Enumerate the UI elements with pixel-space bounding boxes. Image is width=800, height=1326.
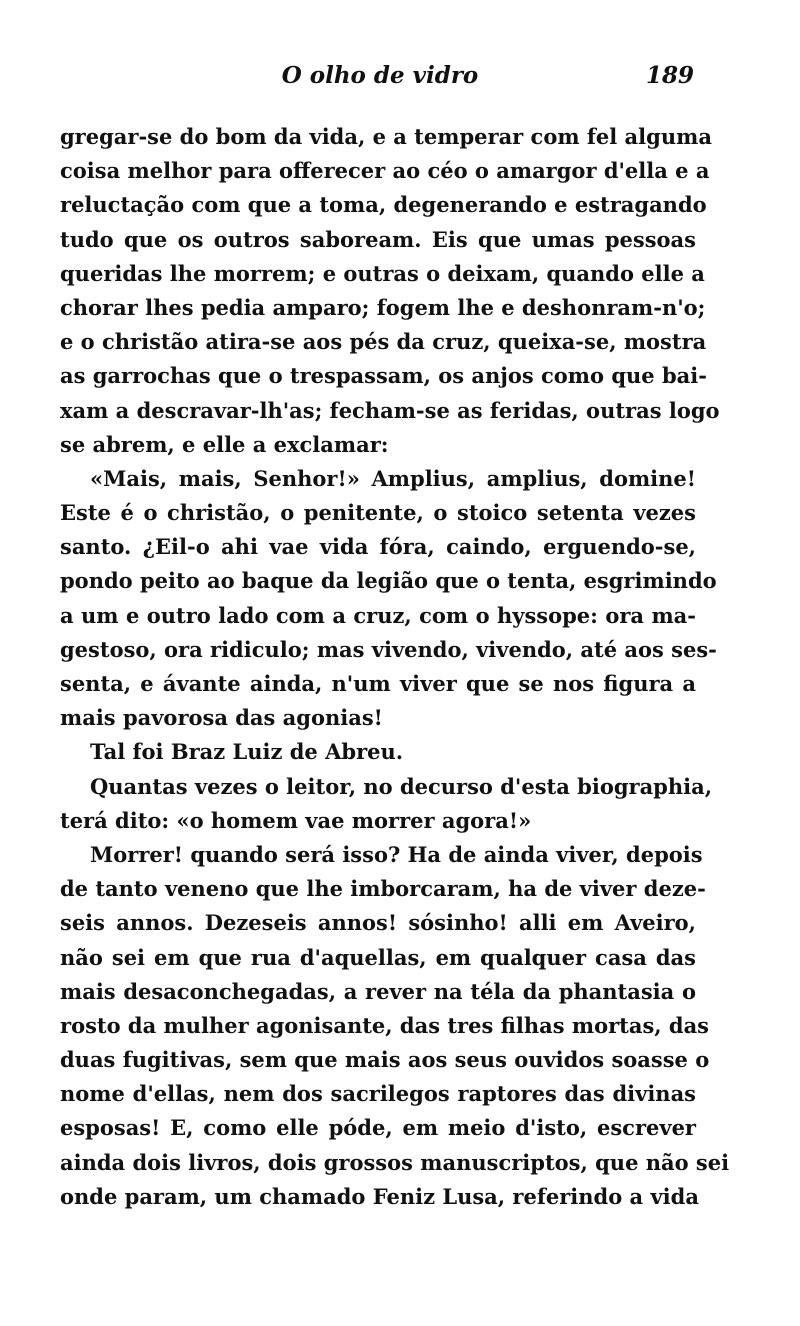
text-line: santo. ¿Eil-o ahi vae vida fóra, caindo, erguendo-se,: [60, 534, 696, 560]
text-line: duas fugitivas, sem que mais aos seus ouvidos soasse o: [60, 1047, 710, 1073]
text-line: a um e outro lado com a cruz, com o hyssope: ora ma-: [60, 602, 696, 628]
text-line: se abrem, e elle a exclamar:: [60, 431, 389, 457]
text-line: Quantas vezes o leitor, no decurso d'esta biographia,: [90, 773, 713, 799]
text-line: onde param, um chamado Feniz Lusa, referindo a vida: [60, 1183, 699, 1209]
text-line: coisa melhor para offerecer ao céo o amargor d'ella e a: [60, 158, 710, 184]
text-line: e o christão atira-se aos pés da cruz, queixa-se, mostra: [60, 329, 707, 355]
text-line: Tal foi Braz Luiz de Abreu.: [90, 739, 404, 765]
text-line: «Mais, mais, Senhor!» Amplius, amplius, domine!: [90, 465, 696, 491]
text-line: não sei em que rua d'aquellas, em qualquer casa das: [60, 944, 696, 970]
page-header: [60, 60, 700, 100]
running-title: O olho de vidro: [281, 62, 479, 89]
text-line: Este é o christão, o penitente, o stoico setenta vezes: [60, 500, 696, 526]
text-line: seis annos. Dezeseis annos! sósinho! alli em Aveiro,: [60, 910, 696, 936]
text-line: esposas! E, como elle póde, em meio d'isto, escrever: [60, 1115, 696, 1141]
body-text: [60, 120, 730, 1214]
text-line: reluctação com que a toma, degenerando e estragando: [60, 192, 707, 218]
page-number: 189: [645, 62, 694, 89]
text-line: mais desaconchegadas, a rever na téla da phantasia o: [60, 978, 696, 1004]
text-line: gregar-se do bom da vida, e a temperar com fel alguma: [60, 124, 712, 149]
text-line: ainda dois livros, dois grossos manuscriptos, que não sei: [60, 1149, 730, 1175]
text-line: de tanto veneno que lhe imborcaram, ha de viver deze-: [60, 876, 706, 902]
text-line: queridas lhe morrem; e outras o deixam, quando elle a: [60, 260, 705, 286]
text-line: Morrer! quando será isso? Ha de ainda viver, depois: [90, 841, 703, 867]
text-line: as garrochas que o trespassam, os anjos como que bai-: [60, 363, 707, 389]
text-line: pondo peito ao baque da legião que o tenta, esgrimindo: [60, 568, 717, 594]
text-line: nome d'ellas, nem dos sacrilegos raptores das divinas: [60, 1081, 696, 1107]
text-line: senta, e ávante ainda, n'um viver que se nos figura a: [60, 671, 696, 696]
text-line: mais pavorosa das agonias!: [60, 705, 383, 731]
text-line: chorar lhes pedia amparo; fogem lhe e deshonram-n'o;: [60, 294, 706, 320]
text-line: tudo que os outros saboream. Eis que umas pessoas: [60, 226, 696, 252]
text-line: terá dito: «o homem vae morrer agora!»: [60, 807, 532, 833]
text-line: rosto da mulher agonisante, das tres filhas mortas, das: [60, 1012, 710, 1038]
text-line: xam a descravar-lh'as; fecham-se as feridas, outras logo: [60, 397, 720, 423]
text-line: gestoso, ora ridiculo; mas vivendo, vivendo, até aos ses-: [60, 636, 717, 662]
